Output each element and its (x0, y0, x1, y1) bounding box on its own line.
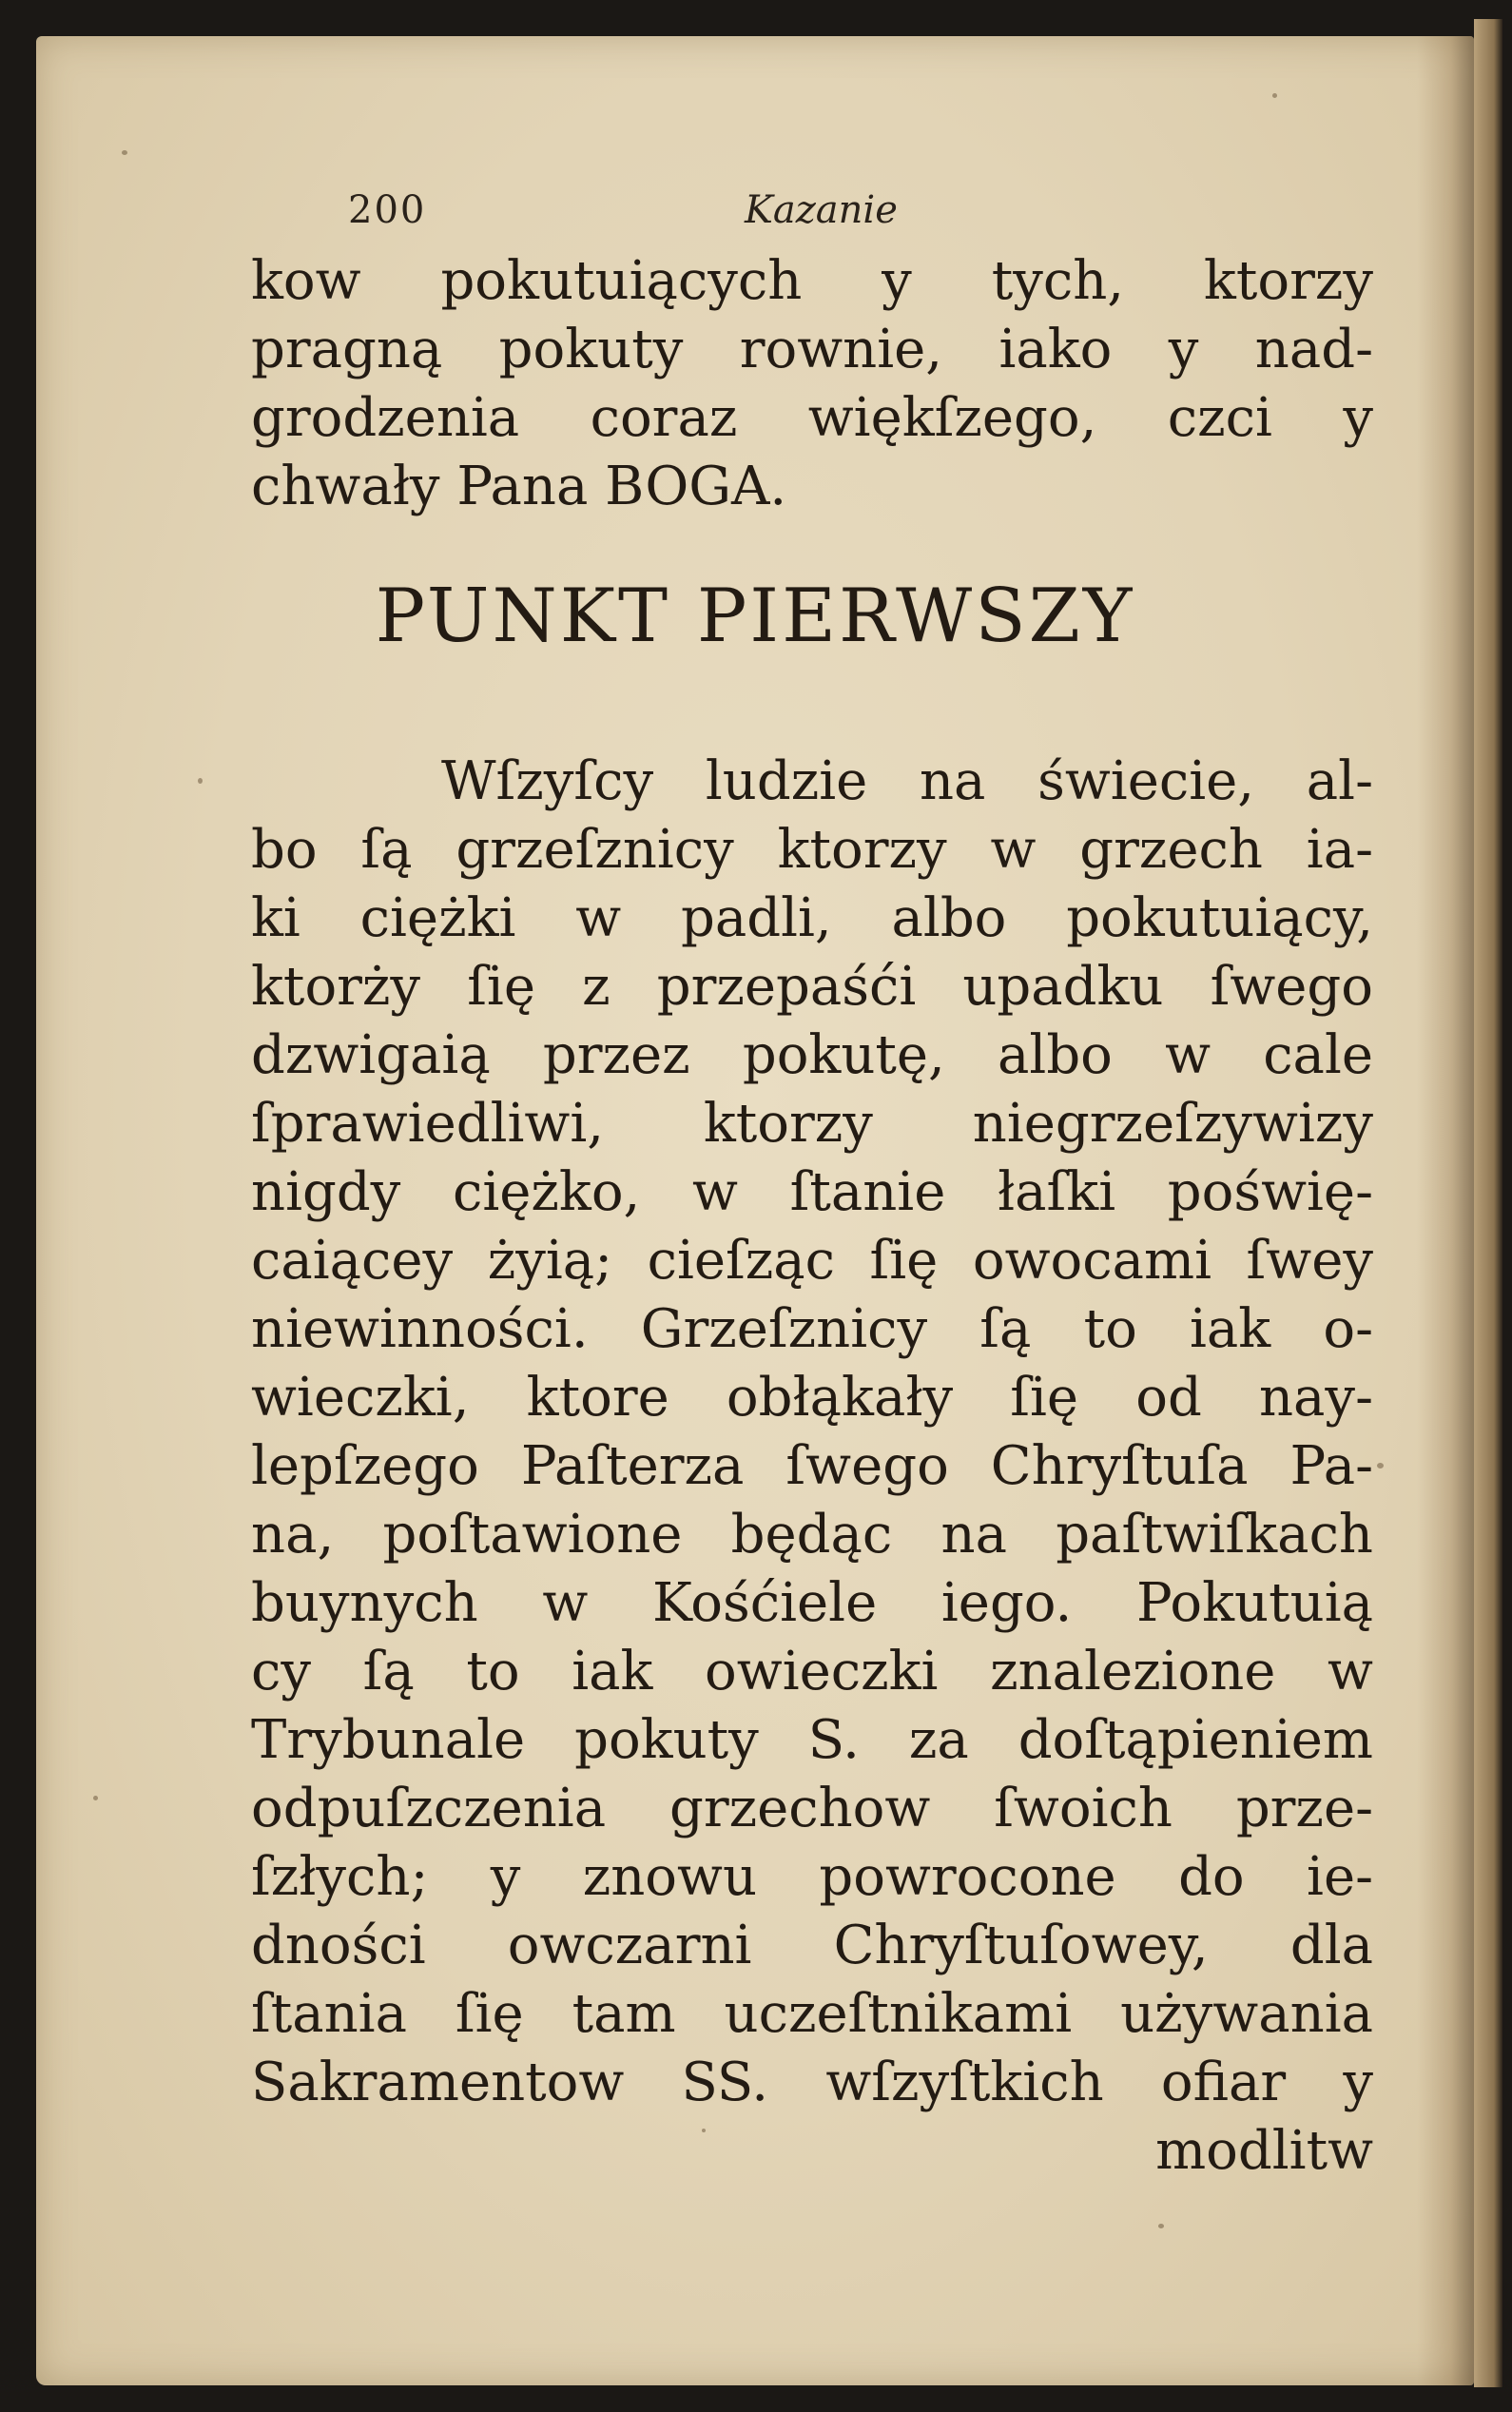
text-line: grodzenia coraz więkſzego, czci y (251, 387, 1373, 449)
text-line: caiącey żyią; cieſząc ſię owocami ſwey (251, 1230, 1373, 1292)
text-line: cy ſą to iak owieczki znalezione w (251, 1641, 1373, 1702)
text-line: niewinności. Grzeſznicy ſą to iak o- (251, 1298, 1373, 1360)
text-line: buynych w Kośćiele iego. Pokutuią (251, 1572, 1373, 1634)
text-line: ſprawiedliwi, ktorzy niegrzeſzywizy (251, 1093, 1373, 1155)
page-header (36, 186, 1474, 243)
text-line: nigdy ciężko, w ſtanie łaſki poświę- (251, 1161, 1373, 1223)
book-page (36, 36, 1474, 2385)
text-line: ſzłych; y znowu powrocone do ie- (251, 1846, 1373, 1908)
text-line: Sakramentow SS. wſzyſtkich ofiar y (251, 2052, 1373, 2113)
section-heading: PUNKT PIERWSZY (375, 574, 1135, 659)
intro-paragraph (251, 247, 1373, 521)
page-gutter-shadow (1417, 36, 1474, 2385)
text-line: dzwigaią przez pokutę, albo w cale (251, 1024, 1373, 1086)
text-line: Trybunale pokuty S. za doſtąpieniem (251, 1709, 1373, 1771)
text-line: odpuſzczenia grzechow ſwoich prze- (251, 1778, 1373, 1839)
text-line: dności owczarni Chryſtuſowey, dla (251, 1915, 1373, 1976)
body-paragraph (251, 748, 1373, 2186)
page-number: 200 (348, 188, 427, 232)
text-line: na, poſtawione będąc na paſtwiſkach (251, 1504, 1373, 1566)
text-line: kow pokutuiących y tych, ktorzy (251, 250, 1373, 312)
text-line: ſtania ſię tam uczeſtnikami używania (251, 1983, 1373, 2045)
text-line: wieczki, ktore obłąkały ſię od nay- (251, 1367, 1373, 1429)
text-line: ki ciężki w padli, albo pokutuiący, (251, 887, 1373, 949)
running-head: Kazanie (745, 188, 898, 232)
catchword: modlitw (1155, 2120, 1373, 2182)
text-line: lepſzego Paſterza ſwego Chryſtuſa Pa- (251, 1435, 1373, 1497)
text-line: chwały Pana BOGA. (251, 456, 787, 517)
text-line: pragną pokuty rownie, iako y nad- (251, 319, 1373, 380)
text-line: Wſzyſcy ludzie na świecie, al- (441, 750, 1373, 812)
text-line: ktorży ſię z przepaśći upadku ſwego (251, 956, 1373, 1018)
text-line: bo ſą grzeſznicy ktorzy w grzech ia- (251, 819, 1373, 881)
adjacent-page-edge (1474, 19, 1502, 2387)
